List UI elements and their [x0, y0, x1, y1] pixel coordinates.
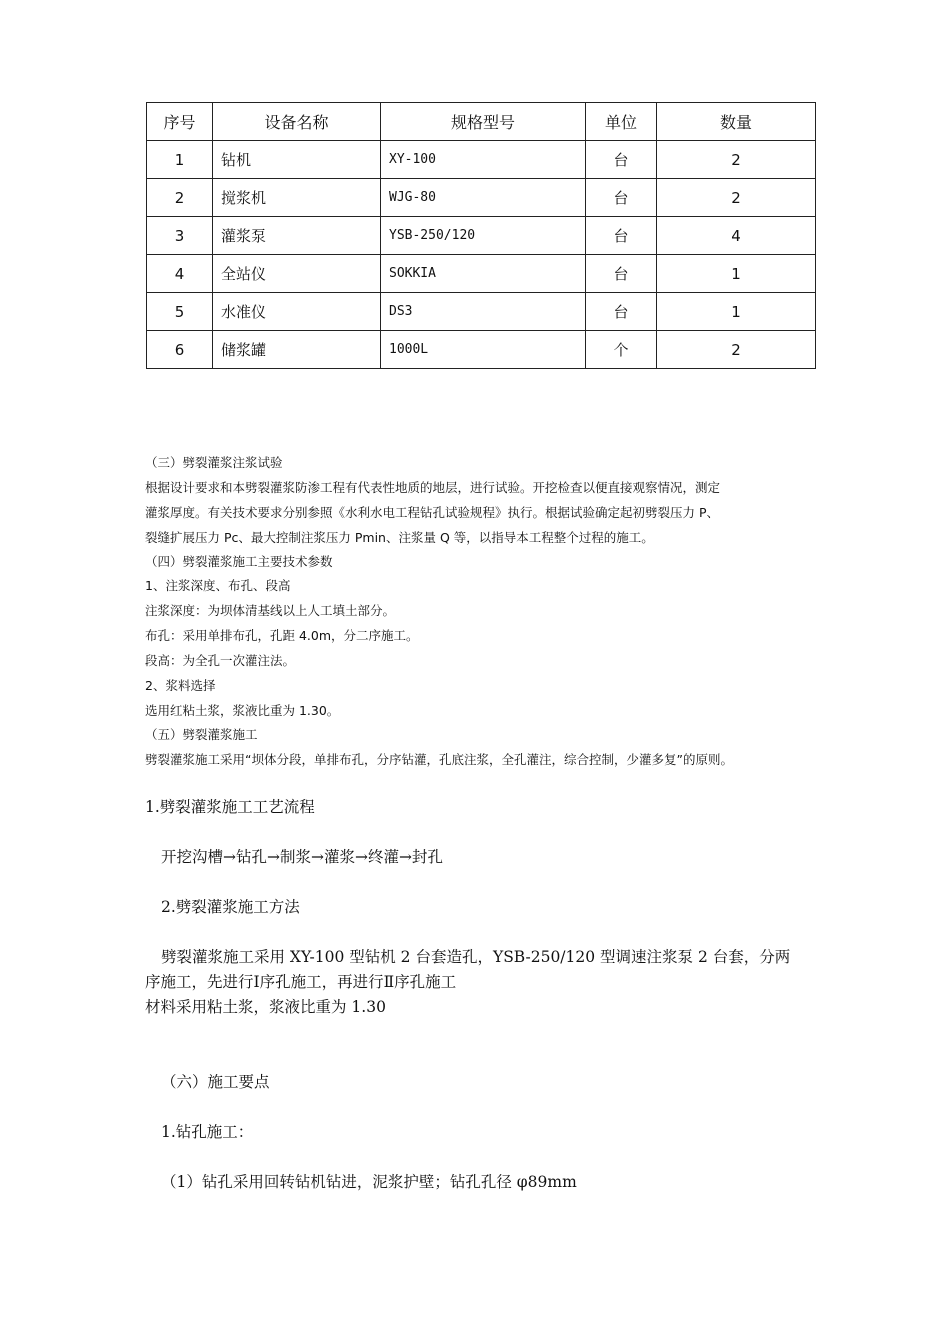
section-4-heading: （四）劈裂灌浆施工主要技术参数 [145, 554, 333, 569]
header-unit: 单位 [586, 103, 657, 141]
cell-qty: 2 [657, 141, 816, 179]
cell-no: 6 [147, 331, 213, 369]
cell-unit: 个 [586, 331, 657, 369]
cell-no: 3 [147, 217, 213, 255]
section-5-heading: （五）劈裂灌浆施工 [145, 727, 258, 742]
cell-no: 1 [147, 141, 213, 179]
header-model: 规格型号 [381, 103, 586, 141]
table-row [147, 293, 816, 331]
equipment-table [146, 102, 816, 369]
method-line: 序施工，先进行Ⅰ序孔施工，再进行Ⅱ序孔施工 [145, 973, 457, 991]
cell-name: 搅浆机 [213, 179, 381, 217]
subheading: 2、浆料选择 [145, 678, 216, 693]
cell-model: XY-100 [381, 141, 586, 179]
cell-qty: 1 [657, 293, 816, 331]
table-row [147, 141, 816, 179]
table-row [147, 179, 816, 217]
cell-name: 灌浆泵 [213, 217, 381, 255]
flow-title: 1.劈裂灌浆施工工艺流程 [145, 798, 315, 816]
section-3-heading: （三）劈裂灌浆注浆试验 [145, 455, 283, 470]
method-title: 2.劈裂灌浆施工方法 [161, 898, 300, 916]
method-line: 材料采用粘土浆，浆液比重为 1.30 [145, 998, 386, 1016]
header-name: 设备名称 [213, 103, 381, 141]
paragraph-line: 布孔：采用单排布孔，孔距 4.0m，分二序施工。 [145, 628, 419, 643]
subheading: 1、注浆深度、布孔、段高 [145, 578, 291, 593]
paragraph-line: 选用红粘土浆，浆液比重为 1.30。 [145, 703, 340, 718]
table-header-row [147, 103, 816, 141]
cell-name: 钻机 [213, 141, 381, 179]
paragraph-line: 注浆深度：为坝体清基线以上人工填土部分。 [145, 603, 396, 618]
cell-model: YSB-250/120 [381, 217, 586, 255]
header-no: 序号 [147, 103, 213, 141]
drill-item: （1）钻孔采用回转钻机钻进，泥浆护壁；钻孔孔径 φ89mm [161, 1173, 577, 1191]
cell-qty: 1 [657, 255, 816, 293]
section-6-heading: （六）施工要点 [161, 1073, 270, 1091]
cell-no: 2 [147, 179, 213, 217]
cell-qty: 4 [657, 217, 816, 255]
paragraph-line: 灌浆厚度。有关技术要求分别参照《水利水电工程钻孔试验规程》执行。根据试验确定起初劈裂压力 P、 [145, 505, 720, 520]
paragraph-line: 根据设计要求和本劈裂灌浆防渗工程有代表性地质的地层，进行试验。开挖检查以便直接观察情况，测定 [145, 480, 721, 495]
drill-title: 1.钻孔施工： [161, 1123, 254, 1141]
cell-name: 全站仪 [213, 255, 381, 293]
table-row [147, 255, 816, 293]
cell-no: 5 [147, 293, 213, 331]
table-row [147, 217, 816, 255]
cell-qty: 2 [657, 331, 816, 369]
cell-unit: 台 [586, 217, 657, 255]
method-line: 劈裂灌浆施工采用 XY-100 型钻机 2 台套造孔，YSB-250/120 型调速注浆泵 2 台套，分两 [161, 948, 791, 966]
cell-model: SOKKIA [381, 255, 586, 293]
cell-qty: 2 [657, 179, 816, 217]
cell-no: 4 [147, 255, 213, 293]
header-qty: 数量 [657, 103, 816, 141]
cell-unit: 台 [586, 293, 657, 331]
paragraph-line: 劈裂灌浆施工采用“坝体分段，单排布孔，分序钻灌，孔底注浆，全孔灌注，综合控制，少灌多复”的原则。 [145, 752, 733, 767]
cell-model: 1000L [381, 331, 586, 369]
cell-unit: 台 [586, 141, 657, 179]
table-row [147, 331, 816, 369]
paragraph-line: 裂缝扩展压力 Pc、最大控制注浆压力 Pmin、注浆量 Q 等，以指导本工程整个过程的施工。 [145, 530, 654, 545]
flow-steps: 开挖沟槽→钻孔→制浆→灌浆→终灌→封孔 [161, 848, 443, 866]
paragraph-line: 段高：为全孔一次灌注法。 [145, 653, 296, 668]
cell-unit: 台 [586, 179, 657, 217]
cell-name: 储浆罐 [213, 331, 381, 369]
cell-unit: 台 [586, 255, 657, 293]
cell-name: 水准仪 [213, 293, 381, 331]
cell-model: DS3 [381, 293, 586, 331]
cell-model: WJG-80 [381, 179, 586, 217]
